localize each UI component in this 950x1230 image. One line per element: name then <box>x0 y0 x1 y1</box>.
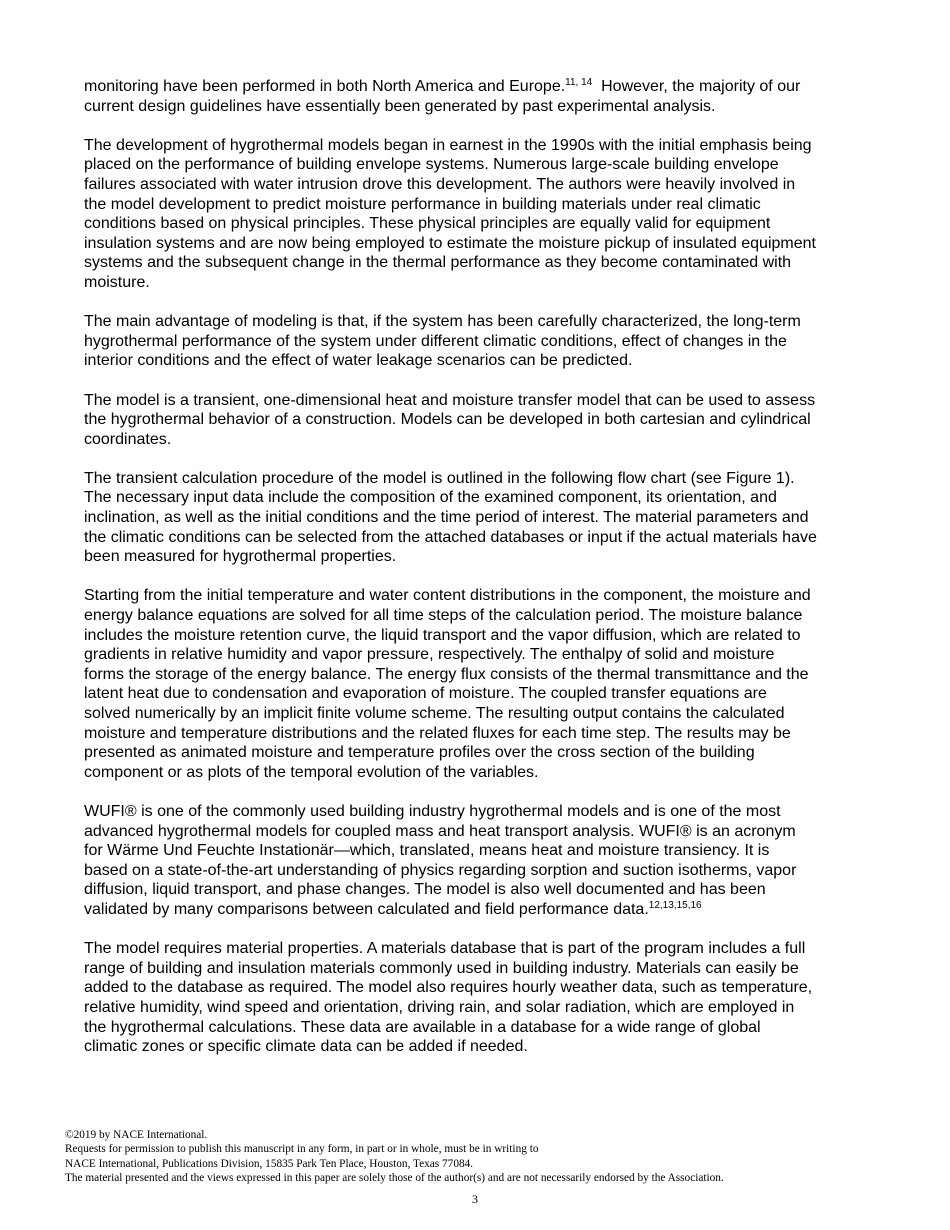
body-text <box>84 77 884 1076</box>
text-line: systems and the subsequent change in the thermal performance as they become contaminated with <box>84 254 792 272</box>
text-line: moisture and temperature distributions and the related fluxes for each time step. The results may be <box>84 724 791 742</box>
paragraph <box>84 391 884 450</box>
footer-line: NACE International, Publications Division, 15835 Park Ten Place, Houston, Texas 77084. <box>65 1157 474 1170</box>
text-line: placed on the performance of building envelope systems. Numerous large-scale building envelope <box>84 156 779 174</box>
text-line: The model is a transient, one-dimensional heat and moisture transfer model that can be used to assess <box>84 391 816 409</box>
citation-superscript: 12,13,15,16 <box>648 899 702 911</box>
text-line: gradients in relative humidity and vapor pressure, respectively. The enthalpy of solid and moisture <box>84 646 775 664</box>
page-number: 3 <box>472 1192 478 1206</box>
footer-line: ©2019 by NACE International. <box>65 1129 208 1141</box>
text-line: solved numerically by an implicit finite volume scheme. The resulting output contains the calculated <box>84 705 785 722</box>
paragraph <box>84 136 884 293</box>
paragraph <box>84 312 884 371</box>
text-line <box>84 77 884 97</box>
copyright-footer <box>65 1128 724 1185</box>
footer-line: Requests for permission to publish this manuscript in any form, in part or in whole, must be in writing to <box>65 1143 539 1156</box>
text-line: added to the database as required. The model also requires hourly weather data, such as temperature, <box>84 979 813 997</box>
paragraph <box>84 586 884 782</box>
line-text: However, the majority of our <box>592 78 801 95</box>
text-line: advanced hygrothermal models for coupled mass and heat transport analysis. WUFI® is an acronym <box>84 822 796 840</box>
footer-line: The material presented and the views expressed in this paper are solely those of the author(s) and are not necessarily endorsed by the Association. <box>65 1171 724 1184</box>
text-line: component or as plots of the temporal evolution of the variables. <box>84 763 539 781</box>
paragraph <box>84 469 884 567</box>
text-line: the climatic conditions can be selected from the attached databases or input if the actual materials have <box>84 528 817 546</box>
text-line: the hygrothermal calculations. These data are available in a database for a wide range of global <box>84 1018 761 1036</box>
citation-superscript: 11, 14 <box>565 77 593 88</box>
text-line: The main advantage of modeling is that, if the system has been carefully characterized, the long-term <box>84 313 801 331</box>
text-line: forms the storage of the energy balance. The energy flux consists of the thermal transmittance and the <box>84 665 809 683</box>
line-text: validated by many comparisons between calculated and field performance data. <box>84 900 649 918</box>
text-line: WUFI® is one of the commonly used building industry hygrothermal models and is one of the most <box>84 802 781 820</box>
paragraph <box>84 939 884 1057</box>
text-line: conditions based on physical principles. These physical principles are equally valid for equipment <box>84 215 771 233</box>
text-line: The transient calculation procedure of the model is outlined in the following flow chart (see Figure 1). <box>84 469 795 487</box>
text-line: interior conditions and the effect of water leakage scenarios can be predicted. <box>84 352 633 370</box>
text-line: been measured for hygrothermal properties. <box>84 548 397 566</box>
text-line: inclination, as well as the initial conditions and the time period of interest. The material parameters and <box>84 509 809 527</box>
text-line: coordinates. <box>84 430 172 448</box>
text-line: The model requires material properties. A materials database that is part of the program includes a full <box>84 940 806 958</box>
text-line: The necessary input data include the composition of the examined component, its orientation, and <box>84 489 777 507</box>
text-line: presented as animated moisture and temperature profiles over the cross section of the building <box>84 744 755 762</box>
text-line: latent heat due to condensation and evaporation of moisture. The coupled transfer equations are <box>84 685 767 703</box>
text-line <box>84 900 884 920</box>
text-line: the hygrothermal behavior of a construction. Models can be developed in both cartesian and cylindrical <box>84 411 811 429</box>
text-line: hygrothermal performance of the system under different climatic conditions, effect of changes in the <box>84 332 787 350</box>
paragraph <box>84 802 884 920</box>
text-line: range of building and insulation materials commonly used in building industry. Materials can easily be <box>84 959 799 977</box>
text-line: The development of hygrothermal models began in earnest in the 1990s with the initial emphasis being <box>84 136 812 154</box>
paragraph <box>84 77 884 116</box>
text-line: moisture. <box>84 273 150 291</box>
text-line: includes the moisture retention curve, the liquid transport and the vapor diffusion, which are related to <box>84 626 801 644</box>
text-line: insulation systems and are now being employed to estimate the moisture pickup of insulated equipment <box>84 234 816 252</box>
text-line: Starting from the initial temperature and water content distributions in the component, the moisture and <box>84 587 811 605</box>
text-line: energy balance equations are solved for all time steps of the calculation period. The moisture balance <box>84 607 803 625</box>
text-line: for Wärme Und Feuchte Instationär—which, translated, means heat and moisture transiency. It is <box>84 842 770 860</box>
text-line: the model development to predict moisture performance in building materials under real climatic <box>84 195 761 213</box>
text-line: failures associated with water intrusion drove this development. The authors were heavily involved in <box>84 175 796 193</box>
text-line: current design guidelines have essentially been generated by past experimental analysis. <box>84 97 716 115</box>
text-line: diffusion, liquid transport, and phase changes. The model is also well documented and has been <box>84 881 766 899</box>
text-line: climatic zones or specific climate data can be added if needed. <box>84 1038 528 1056</box>
text-line: based on a state-of-the-art understanding of physics regarding sorption and suction isotherms, vapor <box>84 861 797 879</box>
line-text: monitoring have been performed in both North America and Europe. <box>84 78 566 95</box>
text-line: relative humidity, wind speed and orientation, driving rain, and solar radiation, which are employed in <box>84 998 795 1016</box>
